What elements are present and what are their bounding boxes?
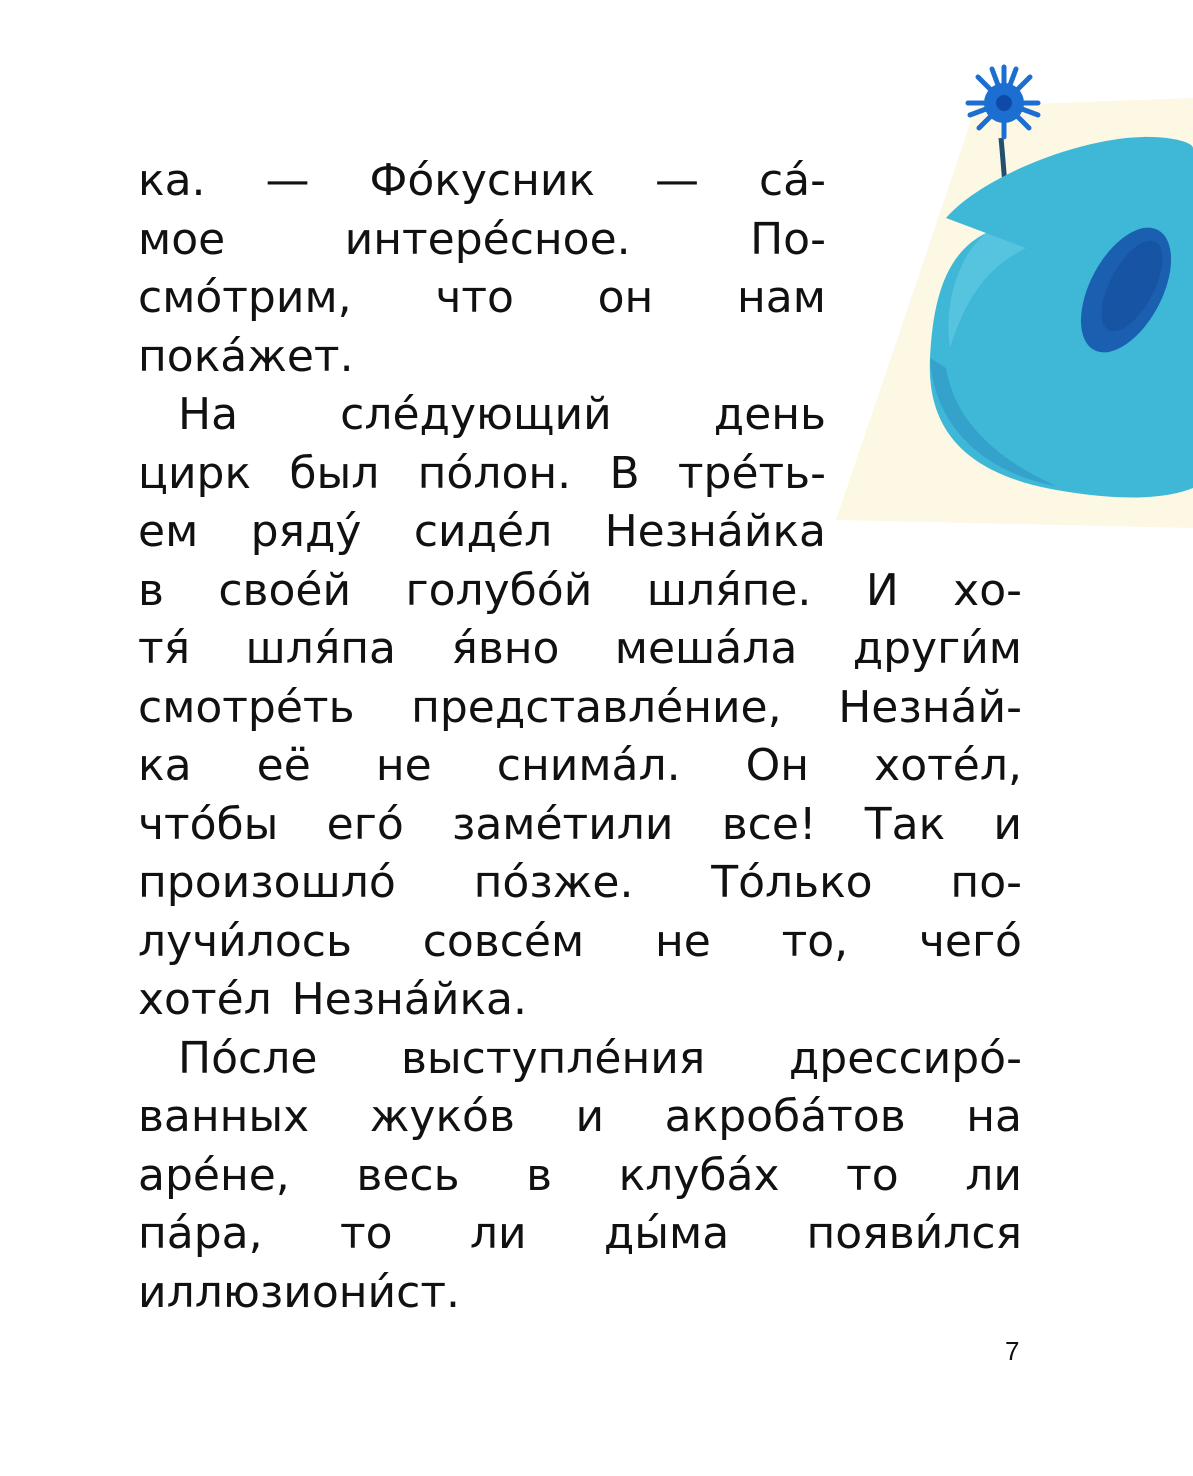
word: хоте́л bbox=[138, 974, 272, 1025]
word: он bbox=[597, 272, 654, 323]
word: Он bbox=[745, 740, 810, 791]
word: что́бы bbox=[138, 798, 279, 850]
text-line bbox=[138, 913, 1022, 972]
word: лучи́лось bbox=[138, 915, 352, 967]
word: и bbox=[575, 1091, 605, 1142]
word: чего́ bbox=[918, 915, 1022, 967]
word: в bbox=[138, 564, 164, 616]
word: совсе́м bbox=[422, 915, 585, 967]
word: Незна́й- bbox=[838, 681, 1022, 733]
word: меша́ла bbox=[614, 623, 798, 674]
word: клуба́х bbox=[618, 1149, 780, 1201]
word: её bbox=[256, 740, 311, 791]
word: сиде́л bbox=[413, 506, 553, 557]
word: то bbox=[339, 1208, 393, 1259]
word: по́лон. bbox=[417, 447, 572, 499]
word: жуко́в bbox=[369, 1091, 515, 1142]
word: тя́ bbox=[138, 623, 191, 674]
word: интере́сное. bbox=[344, 213, 631, 265]
word: акроба́тов bbox=[664, 1091, 906, 1142]
text-line bbox=[138, 445, 826, 504]
word: Незна́йка bbox=[604, 506, 826, 557]
word: шля́па bbox=[245, 623, 397, 674]
word: Незна́йка. bbox=[291, 974, 527, 1025]
word: сле́дующий bbox=[340, 389, 612, 440]
word: Так bbox=[864, 798, 946, 850]
word: цирк bbox=[138, 447, 252, 499]
word: то bbox=[846, 1149, 899, 1201]
word: смо́трим, bbox=[138, 272, 352, 323]
word: ем bbox=[138, 506, 199, 557]
word: В bbox=[609, 447, 640, 499]
word: И bbox=[865, 564, 899, 616]
word: иллюзиони́ст. bbox=[138, 1266, 460, 1318]
word: снима́л. bbox=[496, 740, 681, 791]
word: что bbox=[435, 272, 514, 323]
word: други́м bbox=[852, 623, 1022, 674]
text-line bbox=[138, 796, 1022, 855]
word: нам bbox=[737, 272, 826, 323]
paragraph-start-line bbox=[138, 386, 826, 445]
word: выступле́ния bbox=[400, 1032, 706, 1084]
word: пока́жет. bbox=[138, 330, 354, 382]
word: не bbox=[654, 915, 711, 967]
word: тре́ть- bbox=[677, 447, 826, 499]
word: появи́лся bbox=[806, 1208, 1022, 1259]
word: ряду́ bbox=[250, 506, 362, 557]
text-line bbox=[138, 737, 1022, 796]
word: по́зже. bbox=[473, 857, 634, 908]
word: По- bbox=[750, 213, 826, 265]
word: день bbox=[713, 389, 826, 440]
word: голубо́й bbox=[405, 564, 593, 616]
word: са́- bbox=[758, 155, 826, 206]
word: свое́й bbox=[218, 564, 352, 616]
text-line bbox=[138, 269, 826, 328]
word: То́лько bbox=[711, 857, 873, 908]
word: и bbox=[993, 798, 1022, 850]
paragraph-start-line bbox=[138, 1030, 1022, 1089]
word: На bbox=[178, 389, 239, 440]
word: представле́ние, bbox=[411, 681, 782, 733]
text-line bbox=[138, 854, 1022, 913]
word: По́сле bbox=[178, 1032, 318, 1084]
word: хоте́л, bbox=[874, 740, 1022, 791]
word: на bbox=[966, 1091, 1022, 1142]
word: по- bbox=[950, 857, 1022, 908]
word: — bbox=[265, 155, 310, 206]
word: па́ра, bbox=[138, 1208, 263, 1259]
word: шля́пе. bbox=[646, 564, 812, 616]
word: заме́тили bbox=[451, 798, 674, 850]
word: ка. bbox=[138, 155, 206, 206]
text-line bbox=[138, 1088, 1022, 1147]
word: ка bbox=[138, 740, 192, 791]
text-line bbox=[138, 328, 826, 387]
word: все! bbox=[721, 798, 817, 850]
word: произошло́ bbox=[138, 857, 396, 908]
word: ли bbox=[469, 1208, 527, 1259]
word: я́вно bbox=[451, 623, 560, 674]
word: Фо́кусник bbox=[369, 155, 596, 206]
text-line bbox=[138, 211, 826, 270]
text-line bbox=[138, 152, 826, 211]
word: то, bbox=[781, 915, 849, 967]
text-line bbox=[138, 1264, 1022, 1323]
word: ванных bbox=[138, 1091, 310, 1142]
text-line bbox=[138, 1147, 1022, 1206]
word: мое bbox=[138, 213, 226, 265]
word: ли bbox=[965, 1149, 1022, 1201]
word: — bbox=[654, 155, 699, 206]
word: его́ bbox=[326, 798, 404, 850]
word: был bbox=[289, 447, 380, 499]
word: ды́ма bbox=[603, 1208, 730, 1259]
text-line bbox=[138, 679, 1022, 738]
text-line bbox=[138, 503, 826, 562]
page-number: 7 bbox=[1005, 1336, 1020, 1366]
text-line bbox=[138, 562, 1022, 621]
word: хо- bbox=[953, 564, 1022, 616]
body-text bbox=[138, 152, 1022, 1322]
word: смотре́ть bbox=[138, 681, 355, 733]
word: в bbox=[526, 1149, 553, 1201]
text-line bbox=[138, 971, 1022, 1030]
text-line bbox=[138, 1205, 1022, 1264]
word: не bbox=[375, 740, 432, 791]
word: аре́не, bbox=[138, 1149, 290, 1201]
text-line bbox=[138, 620, 1022, 679]
word: дрессиро́- bbox=[788, 1032, 1022, 1084]
word: весь bbox=[356, 1149, 460, 1201]
